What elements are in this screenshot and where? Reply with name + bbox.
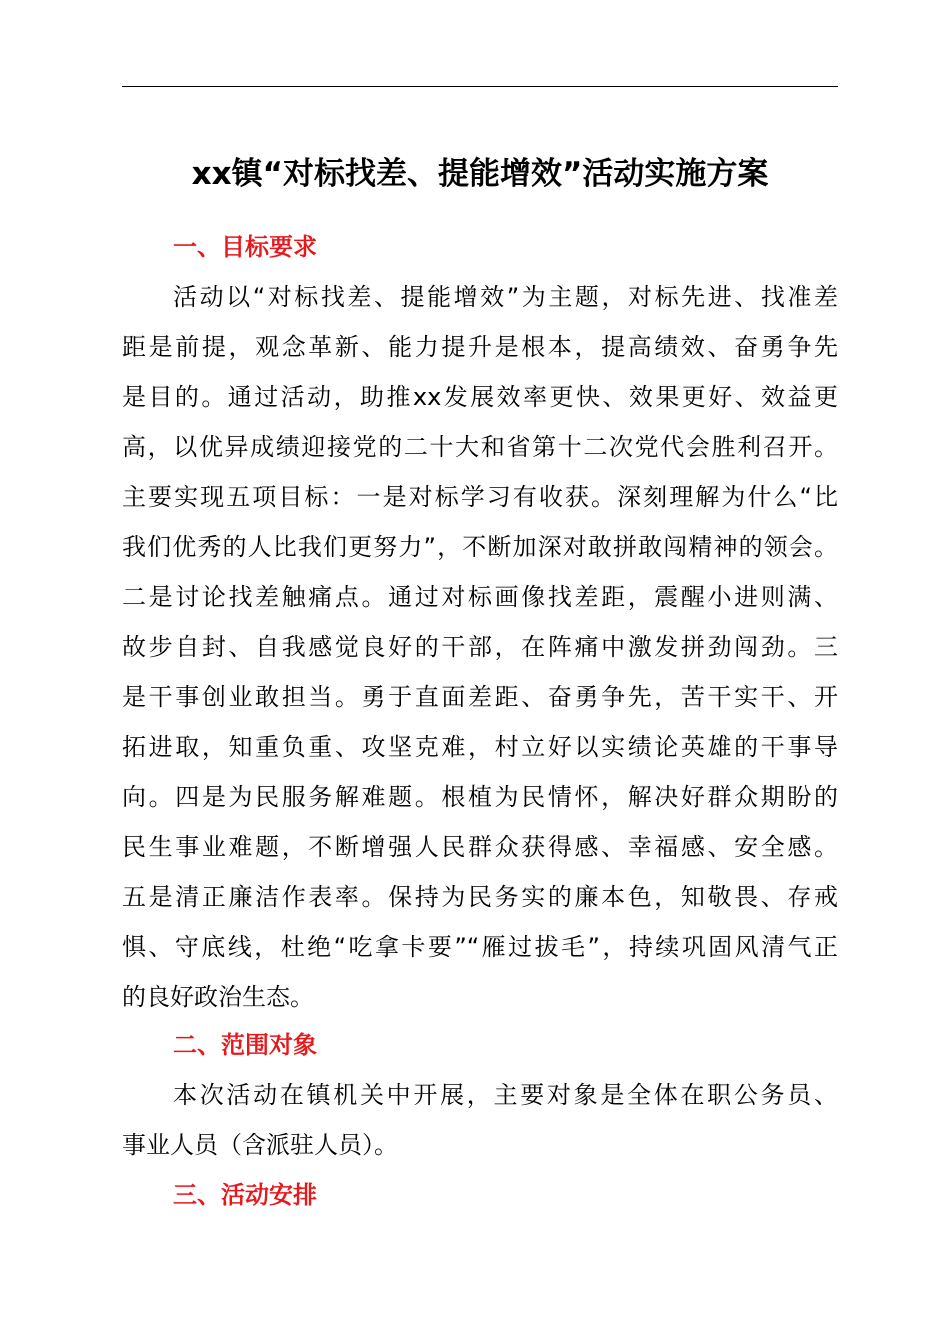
paragraph-line: 是干事创业敢担当。勇于直面差距、奋勇争先，苦干实干、开 xyxy=(122,683,838,711)
paragraph-line: 惧、守底线，杜绝“吃拿卡要”“雁过拔毛”，持续巩固风清气正 xyxy=(122,933,838,961)
paragraph-line: 民生事业难题，不断增强人民群众获得感、幸福感、安全感。 xyxy=(122,833,838,861)
paragraph-line: 我们优秀的人比我们更努力”，不断加深对敢拼敢闯精神的领会。 xyxy=(122,533,838,561)
paragraph-line: 的良好政治生态。 xyxy=(122,983,314,1011)
paragraph-line: 二是讨论找差触痛点。通过对标画像找差距，震醒小进则满、 xyxy=(122,583,838,611)
section-body-goals xyxy=(122,272,838,1022)
paragraph-line: 主要实现五项目标：一是对标学习有收获。深刻理解为什么“比 xyxy=(122,483,838,511)
paragraph-line: 故步自封、自我感觉良好的干部，在阵痛中激发拼劲闯劲。三 xyxy=(122,633,838,661)
section-body-scope xyxy=(122,1070,838,1170)
paragraph-line: 事业人员（含派驻人员）。 xyxy=(122,1131,398,1159)
paragraph-line: 五是清正廉洁作表率。保持为民务实的廉本色，知敬畏、存戒 xyxy=(122,883,838,911)
section-heading-goals: 一、目标要求 xyxy=(173,233,317,261)
paragraph-line: 拓进取，知重负重、攻坚克难，村立好以实绩论英雄的干事导 xyxy=(122,733,838,761)
section-heading-scope: 二、范围对象 xyxy=(173,1031,317,1059)
paragraph-line: 高，以优异成绩迎接党的二十大和省第十二次党代会胜利召开。 xyxy=(122,433,838,461)
paragraph-line: 距是前提，观念革新、能力提升是根本，提高绩效、奋勇争先 xyxy=(122,333,838,361)
paragraph-line: 是目的。通过活动，助推xx发展效率更快、效果更好、效益更 xyxy=(122,383,838,411)
paragraph-line: 本次活动在镇机关中开展，主要对象是全体在职公务员、 xyxy=(173,1081,838,1109)
paragraph-line: 向。四是为民服务解难题。根植为民情怀，解决好群众期盼的 xyxy=(122,783,838,811)
document-title: xx镇“对标找差、提能增效”活动实施方案 xyxy=(191,156,769,192)
section-heading-arrangement: 三、活动安排 xyxy=(173,1181,317,1209)
paragraph-line: 活动以“对标找差、提能增效”为主题，对标先进、找准差 xyxy=(173,283,838,311)
top-rule xyxy=(122,86,838,87)
